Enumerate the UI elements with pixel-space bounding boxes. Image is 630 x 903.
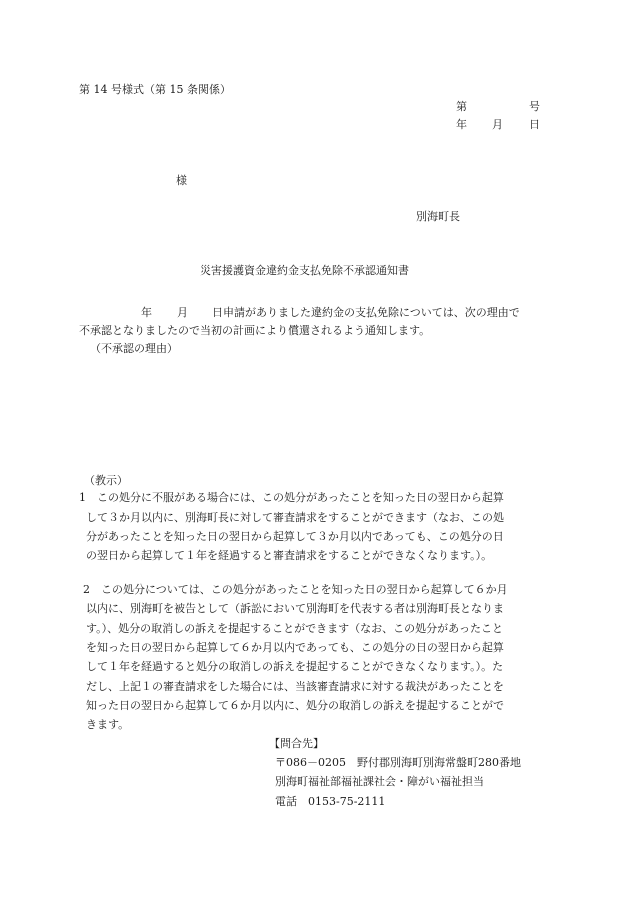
instruction-item-1-line: 1 この処分に不服がある場合には、この処分があったことを知った日の翌日から起算 (79, 491, 504, 504)
issue-date-year: 年 (456, 118, 467, 131)
request-date-year: 年 (141, 306, 152, 319)
contact-heading: 【問合先】 (269, 737, 324, 750)
instruction-item-2-line: だし、上記１の審査請求をした場合には、当該審査請求に対する裁決があったことを (86, 680, 504, 693)
doc-number-prefix: 第 (456, 100, 467, 113)
contact-phone: 電話 0153-75-2111 (275, 795, 386, 808)
instruction-item-1-line: 分があったことを知った日の翌日から起算して３か月以内であっても、この処分の日 (86, 530, 504, 543)
issue-date-month: 月 (492, 118, 503, 131)
reason-area (80, 368, 550, 458)
addressee-honorific: 様 (176, 174, 187, 187)
reason-label: （不承認の理由） (90, 342, 178, 355)
document-title: 災害援護資金違約金支払免除不承認通知書 (200, 264, 409, 277)
instruction-item-2-line: して１年を経過すると処分の取消しの訴えを提起することができなくなります。）。た (86, 660, 504, 673)
body-line-1: 日申請がありました違約金の支払免除については、次の理由で (212, 306, 520, 319)
instruction-item-1-line: の翌日から起算して１年を経過すると審査請求をすることができなくなります。）。 (86, 549, 493, 562)
instruction-item-1-line: して３か月以内に、別海町長に対して審査請求をすることができます（なお、この処 (86, 511, 504, 524)
instruction-item-2-line: を知った日の翌日から起算して６か月以内であっても、この処分の日の翌日から起算 (86, 641, 504, 654)
form-label: 第 14 号様式（第 15 条関係） (79, 83, 231, 96)
instruction-item-2-line: 2 この処分については、この処分があったことを知った日の翌日から起算して６か月 (83, 583, 508, 596)
issue-date-day: 日 (529, 118, 540, 131)
instruction-item-2-line: きます。 (86, 718, 130, 731)
body-line-2: 不承認となりましたので当初の計画により償還されるよう通知します。 (79, 324, 431, 337)
contact-department: 別海町福祉部福祉課社会・障がい福祉担当 (275, 775, 484, 788)
instruction-heading: （教示） (84, 474, 128, 487)
contact-address: 〒086－0205 野付郡別海町別海常盤町280番地 (275, 756, 521, 769)
sender-name: 別海町長 (416, 210, 460, 223)
doc-number-suffix: 号 (529, 100, 540, 113)
instruction-item-2-line: 知った日の翌日から起算して６か月以内に、処分の取消しの訴えを提起することがで (86, 699, 504, 712)
instruction-item-2-line: 以内に、別海町を被告として（訴訟において別海町を代表する者は別海町長となりま (86, 602, 504, 615)
request-date-month: 月 (177, 306, 188, 319)
instruction-item-2-line: す。）、処分の取消しの訴えを提起することができます（なお、この処分があったこと (86, 622, 504, 635)
